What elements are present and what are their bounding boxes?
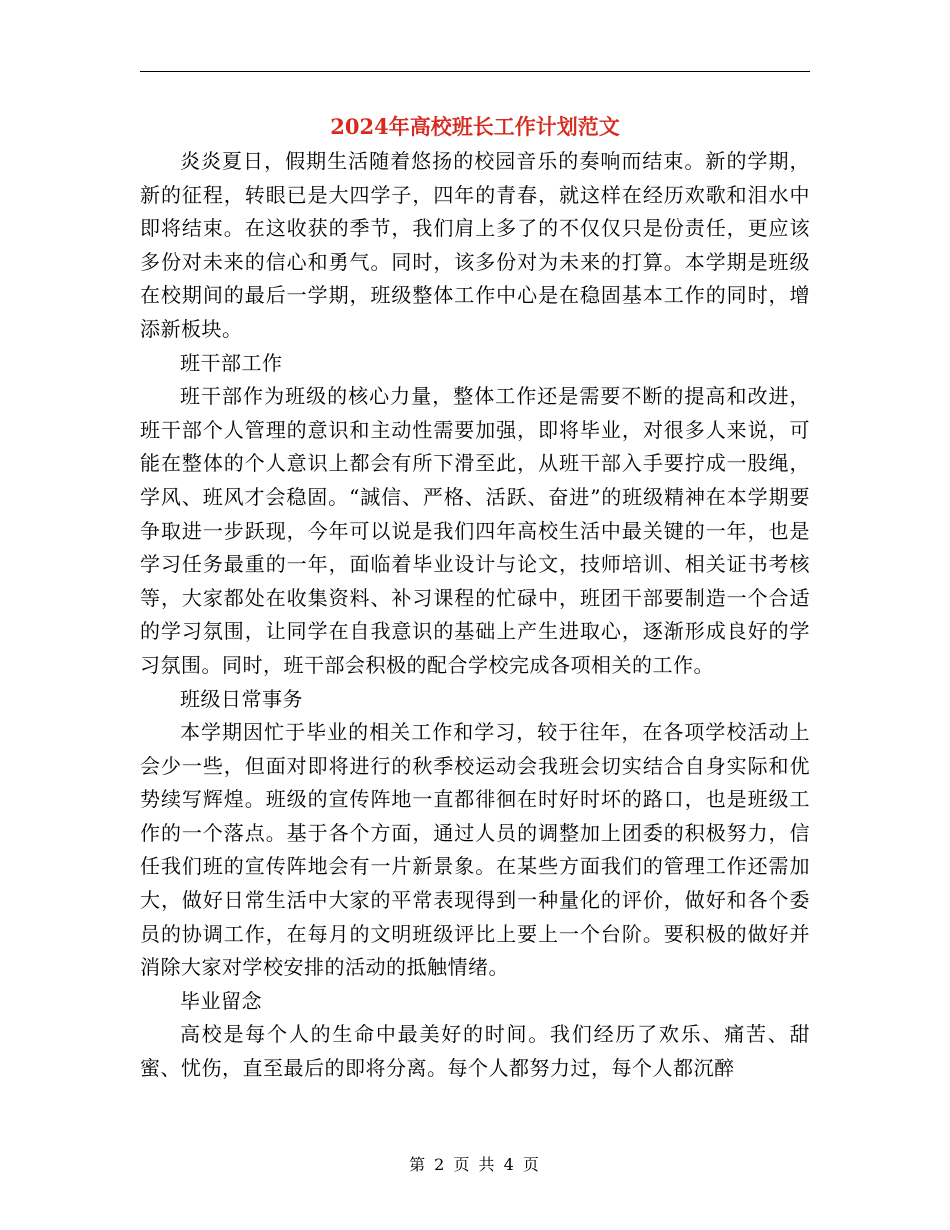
section-heading-graduation-memories: 毕业留念 bbox=[180, 988, 262, 1013]
paragraph-intro: 炎炎夏日，假期生活随着悠扬的校园音乐的奏响而结束。新的学期，新的征程，转眼已是大四学子，四年的青春，就这样在经历欢歌和泪水中即将结束。在这收获的季节，我们肩上多了的不仅仅只是份责任，更应该多份对未来的信心和勇气。同时，该多份对为未来的打算。本学期是班级在校期间的最后一学期，班级整体工作中心是在稳固基本工作的同时，增添新板块。 bbox=[140, 149, 810, 341]
section-heading-daily-affairs: 班级日常事务 bbox=[180, 686, 303, 711]
page-number: 第 2 页 共 4 页 bbox=[409, 1155, 541, 1174]
section-heading-class-cadres: 班干部工作 bbox=[180, 350, 283, 375]
document-body bbox=[140, 145, 810, 1086]
header-rule bbox=[140, 71, 810, 72]
paragraph-daily-affairs: 本学期因忙于毕业的相关工作和学习，较于往年，在各项学校活动上会少一些，但面对即将进行的秋季校运动会我班会切实结合自身实际和优势续写辉煌。班级的宣传阵地一直都徘徊在时好时坏的路口，也是班级工作的一个落点。基于各个方面，通过人员的调整加上团委的积极努力，信任我们班的宣传阵地会有一片新景象。在某些方面我们的管理工作还需加大，做好日常生活中大家的平常表现得到一种量化的评价，做好和各个委员的协调工作，在每月的文明班级评比上要上一个台阶。要积极的做好并消除大家对学校安排的活动的抵触情绪。 bbox=[140, 720, 810, 980]
document-title: 2024年高校班长工作计划范文 bbox=[330, 114, 620, 139]
paragraph-graduation-memories: 高校是每个人的生命中最美好的时间。我们经历了欢乐、痛苦、甜蜜、忧伤，直至最后的即将分离。每个人都努力过，每个人都沉醉 bbox=[140, 1022, 810, 1081]
paragraph-class-cadres: 班干部作为班级的核心力量，整体工作还是需要不断的提高和改进，班干部个人管理的意识和主动性需要加强，即将毕业，对很多人来说，可能在整体的个人意识上都会有所下滑至此，从班干部入手要拧成一股绳，学风、班风才会稳固。“誠信、严格、活跃、奋进”的班级精神在本学期要争取进一步跃现，今年可以说是我们四年高校生活中最关键的一年，也是学习任务最重的一年，面临着毕业设计与论文，技师培训、相关证书考核等，大家都处在收集资料、补习课程的忙碌中，班团干部要制造一个合适的学习氛围，让同学在自我意识的基础上产生进取心，逐渐形成良好的学习氛围。同时，班干部会积极的配合学校完成各项相关的工作。 bbox=[140, 384, 810, 677]
